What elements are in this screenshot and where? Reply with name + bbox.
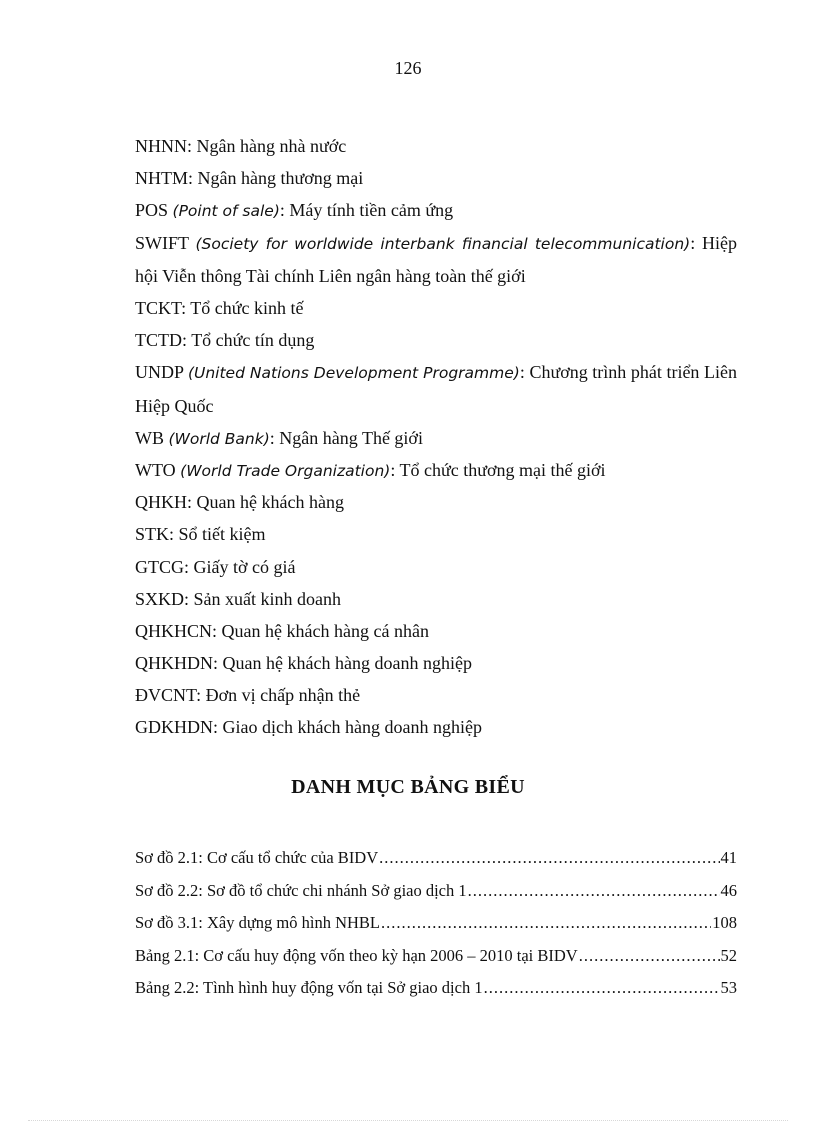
abbreviation-meaning: Máy tính tiền cảm ứng [289, 200, 454, 221]
abbreviation-meaning: Tổ chức kinh tế [190, 297, 304, 318]
section-title: DANH MỤC BẢNG BIỂU [291, 776, 525, 798]
abbreviation-meaning: Sản xuất kinh doanh [193, 588, 342, 609]
abbreviation-item: WB (World Bank): Ngân hàng Thế giới [135, 427, 423, 448]
abbreviation-term: STK [135, 524, 170, 545]
page-number: 126 [394, 58, 422, 78]
abbreviation-term: ĐVCNT [135, 685, 197, 706]
toc-entry-label: Bảng 2.1: Cơ cấu huy động vốn theo kỳ hạn 2006 – 2010 tại BIDV [135, 945, 578, 965]
abbreviation-meaning: Ngân hàng Thế giới [279, 427, 423, 448]
toc-entry-page: 108 [712, 913, 737, 932]
abbreviation-item: STK: Sổ tiết kiệm [135, 524, 266, 545]
abbreviation-meaning: Tổ chức thương mại thế giới [399, 459, 606, 480]
toc-entry-label: Sơ đồ 3.1: Xây dựng mô hình NHBL [135, 913, 381, 932]
abbreviation-term: GTCG [135, 556, 184, 577]
toc-entry[interactable] [135, 875, 737, 908]
toc-entry-page: 46 [720, 880, 737, 900]
abbreviation-term: NHTM [135, 168, 188, 189]
page-bottom-divider [28, 1120, 788, 1121]
toc-entry[interactable] [135, 940, 737, 973]
dot-leader [579, 940, 720, 973]
toc-entry[interactable] [135, 972, 737, 1005]
abbreviation-list [135, 130, 737, 744]
abbreviation-english: (World Bank) [168, 429, 270, 448]
abbreviation-item: ĐVCNT: Đơn vị chấp nhận thẻ [135, 685, 361, 706]
abbreviation-item: QHKHDN: Quan hệ khách hàng doanh nghiệp [135, 653, 472, 674]
abbreviation-term: TCTD [135, 330, 182, 351]
toc-entry-label: Sơ đồ 2.2: Sơ đồ tổ chức chi nhánh Sở giao dịch 1 [135, 880, 467, 900]
abbreviation-meaning: Hiệp hội Viễn thông Tài chính Liên ngân hàng toàn thế giới [135, 232, 737, 286]
abbreviation-term: GDKHDN [135, 717, 213, 738]
abbreviation-term: QHKHDN [135, 653, 213, 674]
abbreviation-english: (Society for worldwide interbank financial telecommunication) [195, 234, 691, 253]
toc-entry-page: 52 [720, 945, 737, 965]
abbreviation-meaning: Ngân hàng thương mại [197, 168, 364, 189]
toc-entry-page: 53 [720, 978, 737, 997]
abbreviation-item: NHTM: Ngân hàng thương mại [135, 168, 364, 189]
abbreviation-item: QHKHCN: Quan hệ khách hàng cá nhân [135, 620, 429, 641]
abbreviation-meaning: Giao dịch khách hàng doanh nghiệp [222, 717, 482, 738]
abbreviation-term: POS [135, 200, 169, 221]
abbreviation-term: WTO [135, 459, 176, 480]
abbreviation-meaning: Ngân hàng nhà nước [196, 136, 347, 156]
abbreviation-term: WB [135, 427, 164, 448]
abbreviation-item: NHNN: Ngân hàng nhà nước [135, 136, 347, 156]
abbreviation-term: TCKT [135, 297, 182, 318]
abbreviation-term: QHKH [135, 492, 187, 513]
abbreviation-meaning: Quan hệ khách hàng [196, 492, 344, 513]
abbreviation-english: (Point of sale) [172, 202, 280, 221]
abbreviation-item: TCTD: Tổ chức tín dụng [135, 330, 315, 351]
dot-leader [484, 972, 720, 1005]
abbreviation-item: GDKHDN: Giao dịch khách hàng doanh nghiệp [135, 717, 482, 738]
abbreviation-item: QHKH: Quan hệ khách hàng [135, 492, 344, 513]
abbreviation-meaning: Giấy tờ có giá [193, 556, 296, 577]
abbreviation-english: (United Nations Development Programme) [187, 364, 520, 383]
toc-entry-label: Bảng 2.2: Tình hình huy động vốn tại Sở giao dịch 1 [135, 978, 483, 997]
toc-entry[interactable] [135, 842, 737, 875]
abbreviation-item: POS (Point of sale): Máy tính tiền cảm ứng [135, 200, 454, 221]
abbreviation-meaning: Quan hệ khách hàng doanh nghiệp [222, 653, 472, 674]
toc-entry[interactable] [135, 907, 737, 940]
abbreviation-term: NHNN [135, 136, 187, 156]
abbreviation-term: UNDP [135, 362, 184, 383]
abbreviation-item: SWIFT (Society for worldwide interbank financial telecommunication): Hiệp hội Viễn thông Tài chính Liên ngân hàng toàn thế giới [135, 232, 737, 286]
abbreviation-english: (World Trade Organization) [180, 461, 391, 480]
abbreviation-meaning: Đơn vị chấp nhận thẻ [205, 685, 361, 706]
abbreviation-meaning: Quan hệ khách hàng cá nhân [221, 620, 429, 641]
abbreviation-meaning: Sổ tiết kiệm [178, 524, 266, 545]
table-of-figures [135, 842, 737, 1005]
abbreviation-item: UNDP (United Nations Development Programme): Chương trình phát triển Liên Hiệp Quốc [135, 362, 738, 416]
dot-leader [381, 907, 711, 940]
toc-entry-page: 41 [720, 848, 737, 867]
abbreviation-term: QHKHCN [135, 620, 213, 641]
abbreviation-item: TCKT: Tổ chức kinh tế [135, 297, 304, 318]
dot-leader [468, 875, 720, 908]
abbreviation-item: SXKD: Sản xuất kinh doanh [135, 588, 342, 609]
abbreviation-item: GTCG: Giấy tờ có giá [135, 556, 296, 577]
dot-leader [379, 842, 719, 875]
toc-entry-label: Sơ đồ 2.1: Cơ cấu tổ chức của BIDV [135, 848, 379, 867]
abbreviation-meaning: Chương trình phát triển Liên Hiệp Quốc [135, 362, 738, 416]
abbreviation-meaning: Tổ chức tín dụng [191, 330, 315, 351]
abbreviation-term: SWIFT [135, 232, 189, 253]
abbreviation-item: WTO (World Trade Organization): Tổ chức thương mại thế giới [135, 459, 606, 480]
abbreviation-term: SXKD [135, 588, 185, 609]
